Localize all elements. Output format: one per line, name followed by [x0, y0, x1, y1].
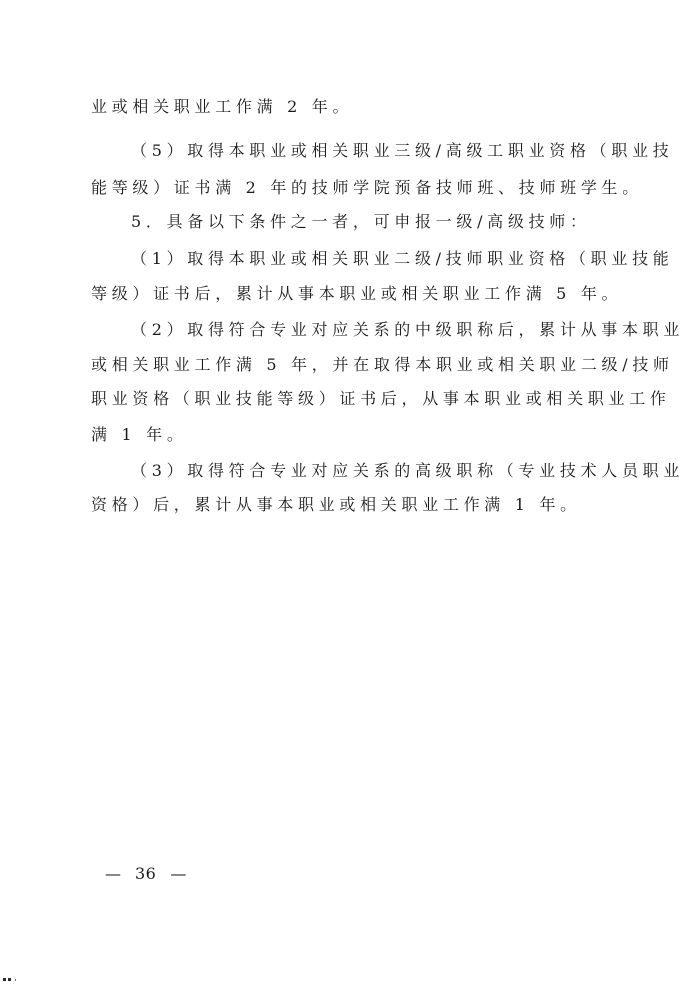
footer-dash-right: — [170, 864, 187, 883]
scan-mark-square [8, 978, 11, 981]
scan-mark-square [3, 978, 6, 981]
page-number: 36 [135, 864, 157, 883]
text-line: 能等级）证书满 2 年的技师学院预备技师班、技师班学生。 [91, 178, 643, 197]
text-line: （2）取得符合专业对应关系的中级职称后，累计从事本职业 [131, 320, 685, 339]
text-line: 或相关职业工作满 5 年，并在取得本职业或相关职业二级/技师 [91, 355, 674, 374]
footer-dash-left: — [105, 864, 121, 883]
text-line: （3）取得符合专业对应关系的高级职称（专业技术人员职业 [131, 461, 685, 480]
text-line: （5）取得本职业或相关职业三级/高级工职业资格（职业技 [131, 141, 674, 160]
text-line: 资格）后，累计从事本职业或相关职业工作满 1 年。 [91, 495, 581, 514]
scan-corner-marks [3, 978, 16, 981]
text-line: 满 1 年。 [91, 425, 188, 444]
page-footer [105, 864, 186, 884]
text-line: 职业资格（职业技能等级）证书后，从事本职业或相关职业工作 [91, 389, 671, 408]
scan-mark-dot [15, 979, 16, 981]
text-line: 等级）证书后，累计从事本职业或相关职业工作满 5 年。 [91, 284, 623, 303]
text-line: （1）取得本职业或相关职业二级/技师职业资格（职业技能 [131, 249, 674, 268]
text-line: 5．具备以下条件之一者，可申报一级/高级技师： [131, 212, 591, 231]
text-line: 业或相关职业工作满 2 年。 [91, 97, 354, 116]
